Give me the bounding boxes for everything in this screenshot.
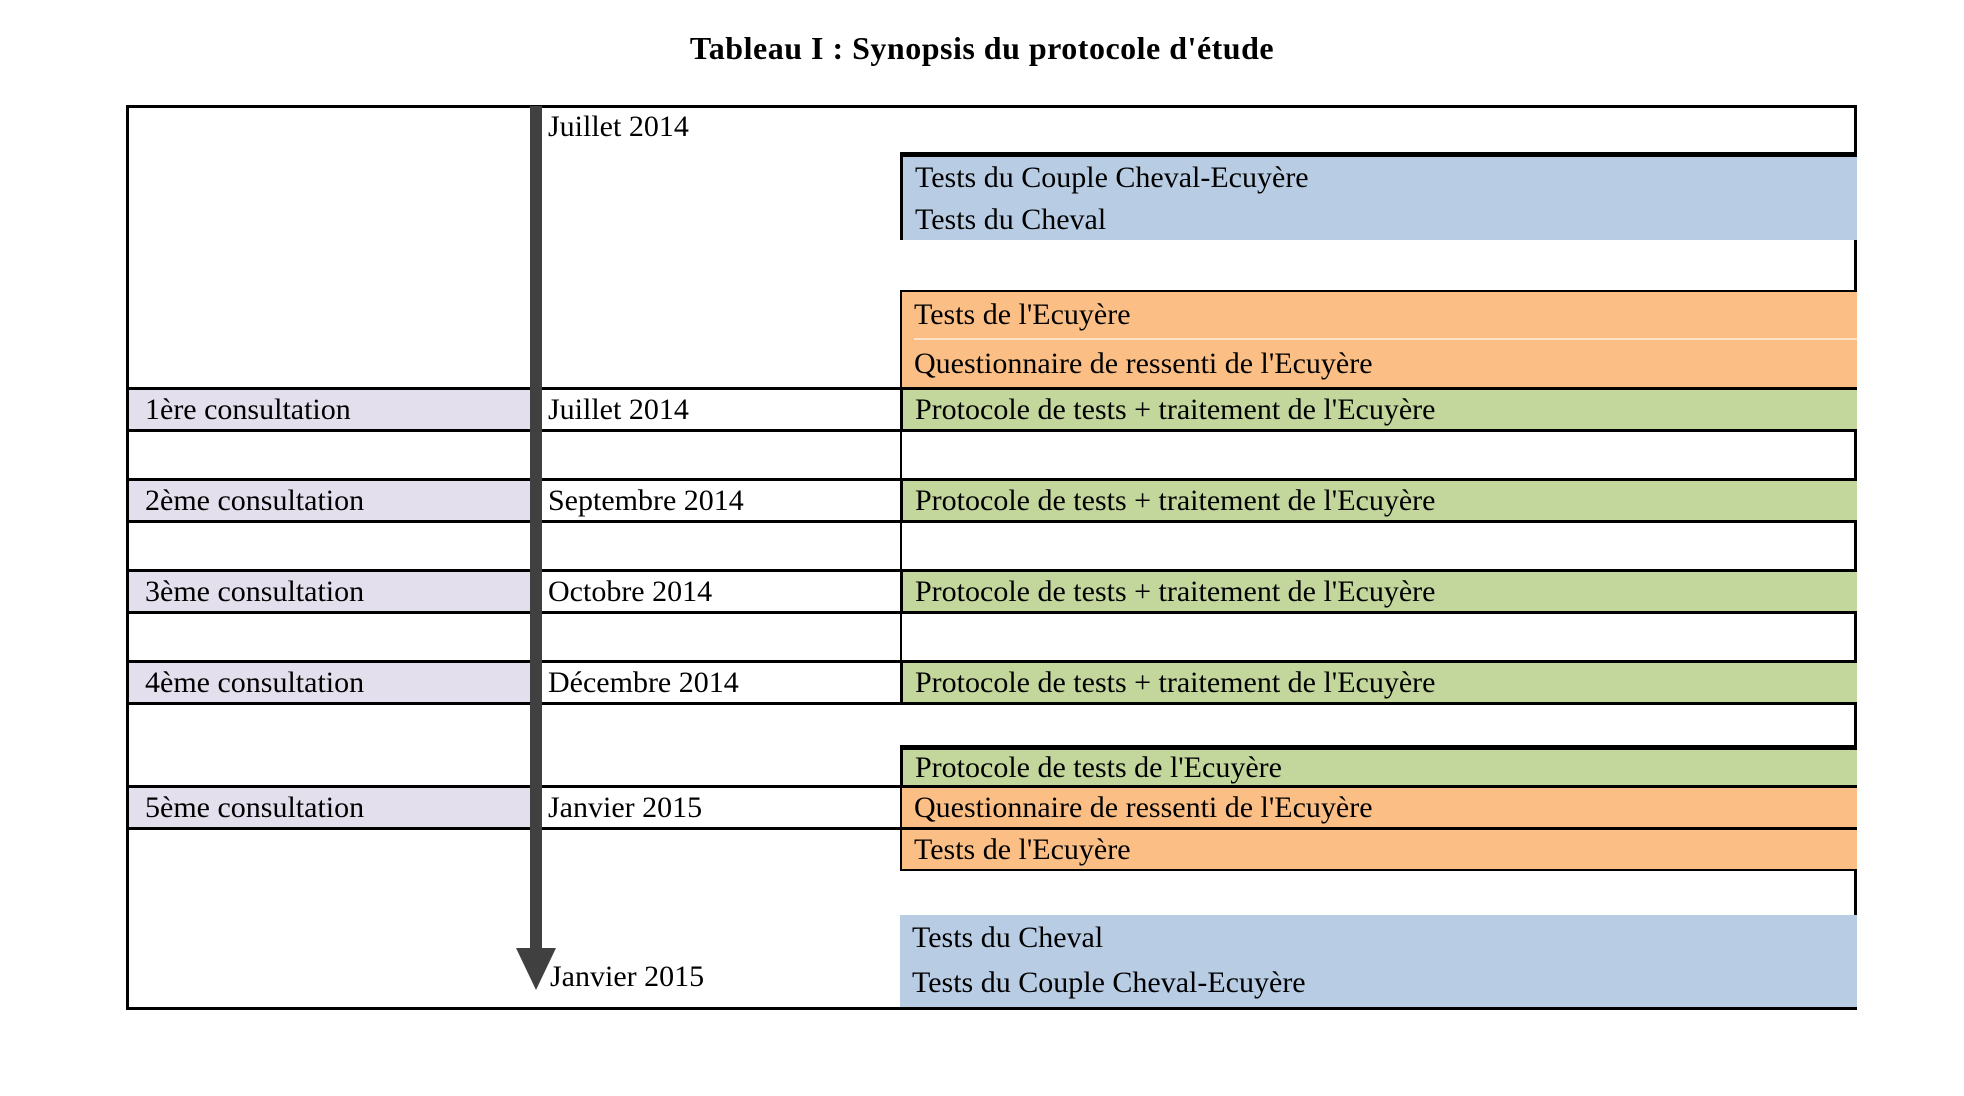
row-border [126, 520, 1857, 523]
column-divider [900, 432, 902, 478]
post-consultation-rider-tests-bar: Tests de l'Ecuyère [900, 830, 1857, 871]
consultation-activity-1: Protocole de tests + traitement de l'Ecuyère [900, 390, 1857, 429]
consultation-activity-5: Questionnaire de ressenti de l'Ecuyère [900, 788, 1857, 827]
consultation-date-3: Octobre 2014 [548, 574, 713, 608]
timeline-arrow-line [530, 106, 542, 948]
bar-text-line: Tests du Cheval [915, 203, 1107, 236]
bar-text-line: Tests du Cheval [912, 921, 1104, 954]
bar-text-line: Questionnaire de ressenti de l'Ecuyère [914, 347, 1373, 380]
row-border [126, 702, 1857, 705]
bar-text-line: Tests du Couple Cheval-Ecuyère [912, 966, 1306, 999]
consultation-label-3: 3ème consultation [129, 572, 532, 611]
bar-text-line: Tests du Couple Cheval-Ecuyère [915, 161, 1309, 194]
consultation-label-1: 1ère consultation [129, 390, 532, 429]
row-border [126, 429, 1857, 432]
consultation-activity-2: Protocole de tests + traitement de l'Ecuyère [900, 481, 1857, 520]
final-protocol-bar: Protocole de tests de l'Ecuyère [900, 745, 1857, 785]
pre-study-horse-couple-bar [900, 152, 1857, 240]
consultation-date-4: Décembre 2014 [548, 665, 739, 699]
pre-study-rider-bar [900, 290, 1857, 387]
consultation-date-5: Janvier 2015 [548, 790, 703, 824]
timeline-end-date: Janvier 2015 [550, 960, 705, 993]
row-border [126, 611, 1857, 614]
consultation-label-2: 2ème consultation [129, 481, 532, 520]
post-study-horse-couple-bar [900, 915, 1857, 1007]
consultation-date-2: Septembre 2014 [548, 483, 744, 517]
page-title: Tableau I : Synopsis du protocole d'étude [689, 30, 1275, 66]
consultation-label-4: 4ème consultation [129, 663, 532, 702]
consultation-date-1: Juillet 2014 [548, 392, 689, 426]
consultation-activity-4: Protocole de tests + traitement de l'Ecuyère [900, 663, 1857, 702]
timeline-start-date: Juillet 2014 [548, 110, 689, 143]
column-divider [900, 614, 902, 660]
consultation-activity-3: Protocole de tests + traitement de l'Ecuyère [900, 572, 1857, 611]
column-divider [900, 523, 902, 569]
consultation-label-5: 5ème consultation [129, 788, 532, 827]
bar-text-line: Tests de l'Ecuyère [914, 292, 1857, 340]
